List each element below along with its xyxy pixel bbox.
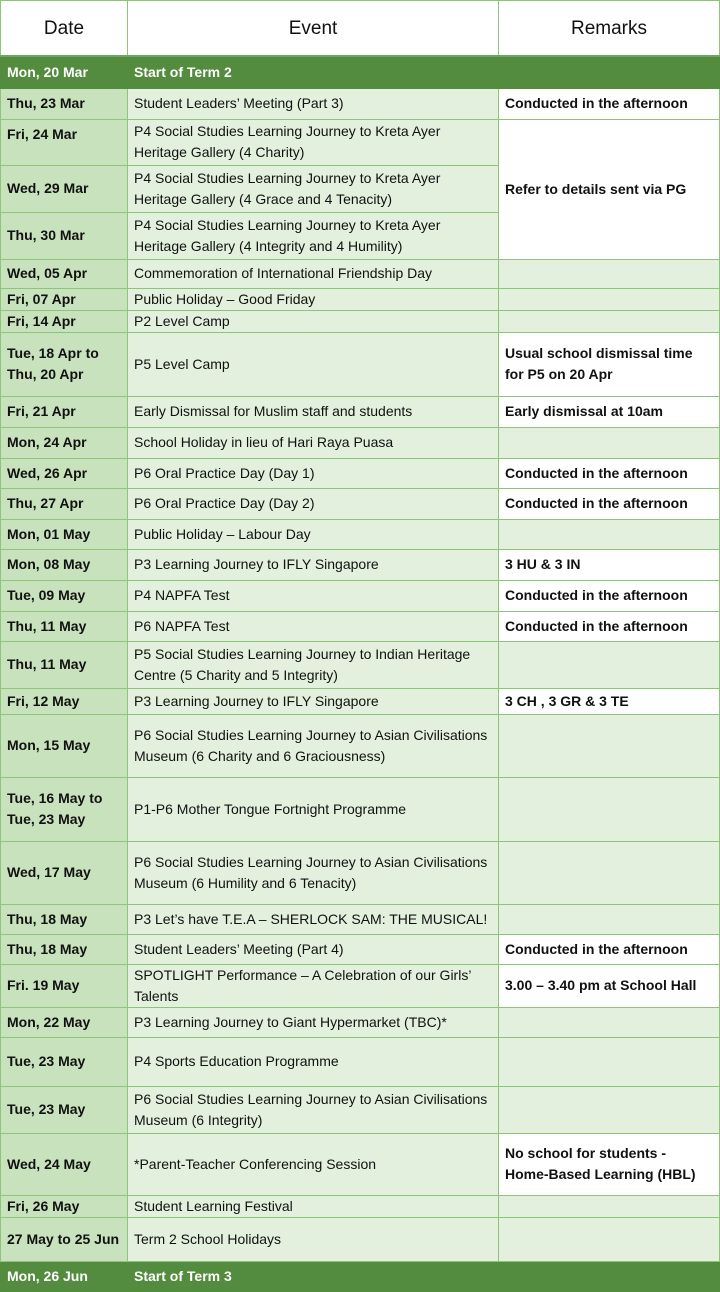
table-row [1,1217,720,1261]
table-row [1,288,720,310]
row-remarks: Usual school dismissal time for P5 on 20 Apr [499,332,720,396]
row-remarks: No school for students - Home-Based Learning (HBL) [499,1133,720,1195]
row-remarks: Conducted in the afternoon [499,580,720,611]
row-remarks [499,904,720,934]
row-remarks: Refer to details sent via PG [499,119,720,259]
row-date: Thu, 27 Apr [1,488,128,519]
row-event: SPOTLIGHT Performance – A Celebration of our Girls’ Talents [128,964,499,1007]
row-event: Early Dismissal for Muslim staff and students [128,396,499,427]
row-date: Wed, 26 Apr [1,458,128,488]
row-date: Mon, 22 May [1,1007,128,1037]
header-event: Event [128,1,499,57]
row-event: P6 NAPFA Test [128,611,499,641]
row-date: Tue, 16 May to Tue, 23 May [1,777,128,841]
row-event: Start of Term 2 [128,56,499,88]
row-date: Tue, 09 May [1,580,128,611]
row-date: Mon, 08 May [1,549,128,580]
table-row [1,332,720,396]
row-event: P6 Social Studies Learning Journey to Asian Civilisations Museum (6 Humility and 6 Tenacity) [128,841,499,904]
table-row [1,396,720,427]
header-row [1,1,720,57]
row-remarks [499,1037,720,1086]
row-event: P6 Oral Practice Day (Day 2) [128,488,499,519]
row-event: P3 Learning Journey to Giant Hypermarket (TBC)* [128,1007,499,1037]
row-event: Student Leaders’ Meeting (Part 4) [128,934,499,964]
row-event: Student Leaders’ Meeting (Part 3) [128,88,499,119]
table-row [1,458,720,488]
row-event: P3 Learning Journey to IFLY Singapore [128,549,499,580]
row-event: Public Holiday – Good Friday [128,288,499,310]
row-remarks [499,519,720,549]
row-remarks [499,427,720,458]
table-row [1,580,720,611]
row-event: P3 Learning Journey to IFLY Singapore [128,688,499,714]
row-date: Thu, 18 May [1,934,128,964]
row-remarks: 3 CH , 3 GR & 3 TE [499,688,720,714]
table-row [1,777,720,841]
table-row [1,549,720,580]
row-event: P4 Social Studies Learning Journey to Kreta Ayer Heritage Gallery (4 Charity) [128,119,499,165]
row-date: Wed, 24 May [1,1133,128,1195]
row-date: Tue, 18 Apr to Thu, 20 Apr [1,332,128,396]
row-event: School Holiday in lieu of Hari Raya Puasa [128,427,499,458]
row-event: P4 NAPFA Test [128,580,499,611]
row-event: P3 Let’s have T.E.A – SHERLOCK SAM: THE MUSICAL! [128,904,499,934]
table-row [1,310,720,332]
row-event: Term 2 School Holidays [128,1217,499,1261]
table-row [1,641,720,688]
row-date: Thu, 11 May [1,611,128,641]
row-event: Start of Term 3 [128,1261,499,1291]
row-event: P6 Social Studies Learning Journey to Asian Civilisations Museum (6 Integrity) [128,1086,499,1133]
table-row [1,688,720,714]
table-row [1,119,720,165]
row-remarks: Early dismissal at 10am [499,396,720,427]
table-row [1,259,720,288]
table-row [1,611,720,641]
table-row [1,714,720,777]
row-remarks [499,56,720,88]
row-date: Thu, 18 May [1,904,128,934]
row-remarks [499,641,720,688]
row-remarks [499,714,720,777]
row-event: P4 Social Studies Learning Journey to Kreta Ayer Heritage Gallery (4 Integrity and 4 Humility) [128,212,499,259]
row-date: Tue, 23 May [1,1086,128,1133]
row-event: P4 Social Studies Learning Journey to Kreta Ayer Heritage Gallery (4 Grace and 4 Tenacity) [128,165,499,212]
row-event: P5 Level Camp [128,332,499,396]
row-remarks: 3.00 – 3.40 pm at School Hall [499,964,720,1007]
row-event: *Parent-Teacher Conferencing Session [128,1133,499,1195]
table-row [1,841,720,904]
table-row [1,1007,720,1037]
row-remarks: Conducted in the afternoon [499,458,720,488]
header-date: Date [1,1,128,57]
row-date: Mon, 26 Jun [1,1261,128,1291]
table-row [1,1261,720,1291]
row-date: Thu, 11 May [1,641,128,688]
table-row [1,427,720,458]
row-remarks [499,841,720,904]
table-row [1,1037,720,1086]
row-event: P5 Social Studies Learning Journey to Indian Heritage Centre (5 Charity and 5 Integrity) [128,641,499,688]
row-date: Wed, 05 Apr [1,259,128,288]
row-date: 27 May to 25 Jun [1,1217,128,1261]
row-remarks: Conducted in the afternoon [499,611,720,641]
row-event: P1-P6 Mother Tongue Fortnight Programme [128,777,499,841]
row-remarks [499,1217,720,1261]
table-row [1,1086,720,1133]
row-date: Thu, 30 Mar [1,212,128,259]
row-event: Commemoration of International Friendship Day [128,259,499,288]
row-event: P2 Level Camp [128,310,499,332]
row-date: Fri, 14 Apr [1,310,128,332]
row-remarks: Conducted in the afternoon [499,488,720,519]
row-remarks [499,288,720,310]
row-date: Fri, 21 Apr [1,396,128,427]
table-row [1,934,720,964]
table-row [1,1195,720,1217]
row-date: Fri, 26 May [1,1195,128,1217]
row-event: Student Learning Festival [128,1195,499,1217]
row-date: Wed, 29 Mar [1,165,128,212]
row-date: Fri. 19 May [1,964,128,1007]
row-date: Fri, 24 Mar [1,119,128,165]
table-row [1,88,720,119]
table-row [1,519,720,549]
row-date: Mon, 01 May [1,519,128,549]
table-row [1,964,720,1007]
row-date: Mon, 15 May [1,714,128,777]
table-row [1,56,720,88]
row-event: P6 Social Studies Learning Journey to Asian Civilisations Museum (6 Charity and 6 Graciousness) [128,714,499,777]
row-date: Wed, 17 May [1,841,128,904]
row-remarks: 3 HU & 3 IN [499,549,720,580]
row-date: Mon, 20 Mar [1,56,128,88]
row-date: Tue, 23 May [1,1037,128,1086]
row-remarks [499,310,720,332]
row-remarks: Conducted in the afternoon [499,934,720,964]
row-remarks [499,259,720,288]
row-date: Thu, 23 Mar [1,88,128,119]
row-remarks [499,1261,720,1291]
row-event: P6 Oral Practice Day (Day 1) [128,458,499,488]
table-row [1,904,720,934]
row-date: Fri, 07 Apr [1,288,128,310]
row-remarks [499,777,720,841]
row-event: Public Holiday – Labour Day [128,519,499,549]
row-date: Mon, 24 Apr [1,427,128,458]
row-remarks [499,1007,720,1037]
row-date: Fri, 12 May [1,688,128,714]
row-remarks [499,1195,720,1217]
table-row [1,488,720,519]
row-event: P4 Sports Education Programme [128,1037,499,1086]
row-remarks: Conducted in the afternoon [499,88,720,119]
header-remarks: Remarks [499,1,720,57]
table-row [1,1133,720,1195]
row-remarks [499,1086,720,1133]
